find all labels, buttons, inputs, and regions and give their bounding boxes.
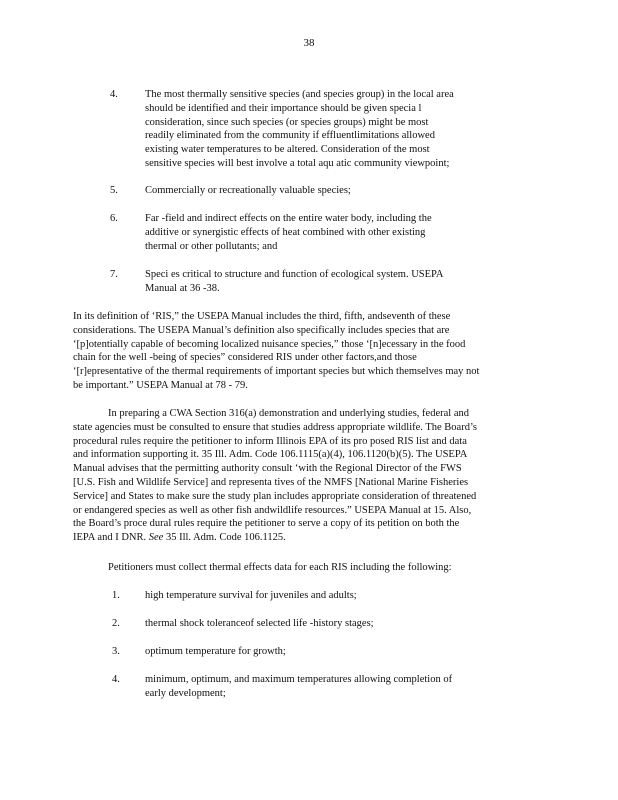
list-line: minimum, optimum, and maximum temperatures allowing completion of xyxy=(145,674,453,685)
list-item-5 xyxy=(110,184,510,198)
list-number: 3. xyxy=(112,646,120,657)
citation-text: 35 Ill. Adm. Code 106.1125. xyxy=(163,532,286,544)
paragraph-line: or endangered species as well as other fish andwildlife resources.” USEPA Manual at 15. Also, xyxy=(73,504,472,516)
list-number: 7. xyxy=(110,269,118,280)
list-item-7 xyxy=(110,268,510,296)
paragraph-petitioners xyxy=(73,561,543,575)
paragraph-line: and information supporting it. 35 Ill. Adm. Code 106.1115(a)(4), 106.1120(b)(5). The USEPA xyxy=(73,449,468,461)
paragraph-line: considerations. The USEPA Manual’s definition also specifically includes species that are xyxy=(73,324,450,336)
list-line: The most thermally sensitive species (and species group) in the local area xyxy=(145,89,454,100)
list-line: Commercially or recreationally valuable species; xyxy=(145,185,351,196)
list-line: thermal or other pollutants; and xyxy=(145,240,278,252)
list-number: 4. xyxy=(110,89,118,100)
paragraph-cwa-section xyxy=(73,407,543,545)
list-line: high temperature survival for juveniles and adults; xyxy=(145,590,357,601)
list-line: readily eliminated from the community if effluentlimitations allowed xyxy=(145,130,435,142)
list2-item-3 xyxy=(112,645,512,659)
see-signal: See xyxy=(148,532,164,544)
list-line: existing water temperatures to be altered. Consideration of the most xyxy=(145,144,430,156)
paragraph-line: In its definition of ‘RIS,” the USEPA Manual includes the third, fifth, andseventh of these xyxy=(73,311,451,322)
list-number: 4. xyxy=(112,674,120,685)
paragraph-line: procedural rules require the petitioner to inform Illinois EPA of its pro posed RIS list and data xyxy=(73,435,467,447)
list-line: Speci es critical to structure and function of ecological system. USEPA xyxy=(145,269,444,280)
paragraph-line: [U.S. Fish and Wildlife Service] and representa tives of the NMFS [National Marine Fisheries xyxy=(73,476,469,488)
list-line: optimum temperature for growth; xyxy=(145,646,286,657)
paragraph-line: Service] and States to make sure the study plan includes appropriate consideration of threatened xyxy=(73,490,477,502)
list2-item-4 xyxy=(112,673,512,701)
list-line: should be identified and their importance should be given specia l xyxy=(145,102,422,114)
list-line: thermal shock toleranceof selected life -history stages; xyxy=(145,618,374,629)
list-number: 6. xyxy=(110,213,118,224)
paragraph-line: Manual advises that the permitting authority consult ‘with the Regional Director of the FWS xyxy=(73,463,462,475)
list2-item-2 xyxy=(112,617,512,631)
citation-text: IEPA and I DNR. xyxy=(73,532,149,544)
paragraph-ris-definition xyxy=(73,310,543,393)
list-line: early development; xyxy=(145,687,226,699)
paragraph-line: ‘[r]epresentative of the thermal requirements of important species but which themselves may not xyxy=(73,366,480,378)
list-number: 5. xyxy=(110,185,118,196)
list-number: 2. xyxy=(112,618,120,629)
paragraph-line: the Board’s proce dural rules require the petitioner to serve a copy of its petition on both the xyxy=(73,518,460,530)
list2-item-1 xyxy=(112,589,512,603)
paragraph-line: ‘[p]otentially capable of becoming localized nuisance species,” those ‘[n]ecessary in the food xyxy=(73,338,466,350)
paragraph-line xyxy=(73,531,543,545)
list-item-6 xyxy=(110,212,510,253)
paragraph-line: In preparing a CWA Section 316(a) demonstration and underlying studies, federal and xyxy=(108,408,469,419)
list-line: additive or synergistic effects of heat combined with other existing xyxy=(145,226,426,238)
list-line: sensitive species will best involve a total aqu atic community viewpoint; xyxy=(145,157,450,169)
paragraph-line: be important.” USEPA Manual at 78 - 79. xyxy=(73,379,248,391)
list-number: 1. xyxy=(112,590,120,601)
paragraph-line: chain for the well -being of species” considered RIS under other factors,and those xyxy=(73,352,417,364)
list-line: Far -field and indirect effects on the entire water body, including the xyxy=(145,213,432,224)
list-item-4 xyxy=(110,88,510,171)
paragraph-line: Petitioners must collect thermal effects data for each RIS including the following: xyxy=(108,562,452,573)
page-number: 38 xyxy=(303,37,315,49)
list-line: Manual at 36 -38. xyxy=(145,282,220,294)
paragraph-line: state agencies must be consulted to ensure that studies address appropriate wildlife. The Board’s xyxy=(73,421,477,433)
list-line: consideration, since such species (or species groups) might be most xyxy=(145,116,429,128)
